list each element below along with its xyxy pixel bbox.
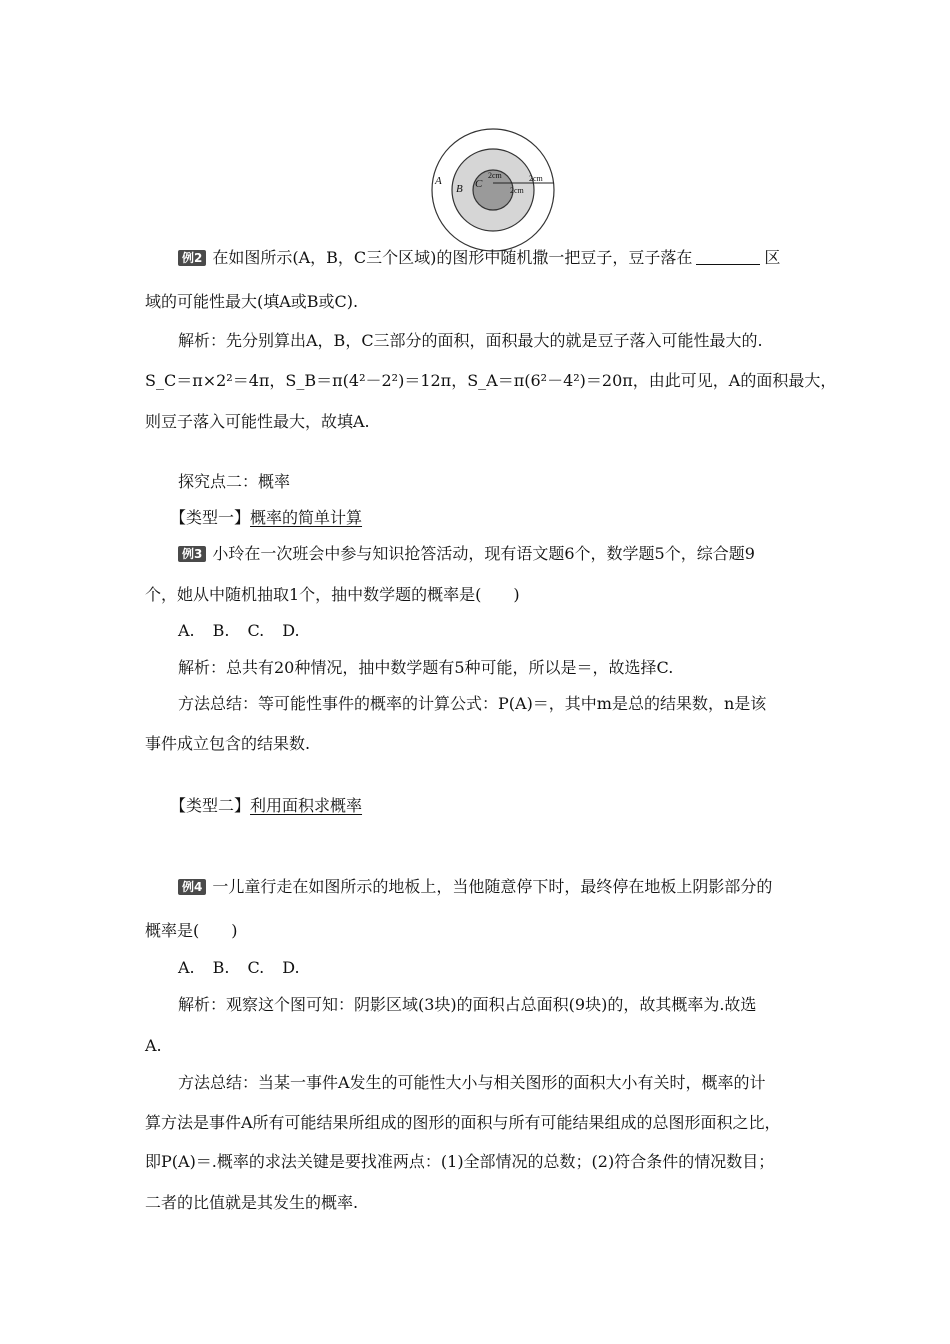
label-a: A [435, 175, 442, 187]
example2-line2: 域的可能性最大(填A或B或C). [145, 292, 359, 311]
option-c: C. [247, 621, 265, 640]
label-c: C [475, 178, 483, 190]
example4-analysis-line1: 解析：观察这个图可知：阴影区域(3块)的面积占总面积(9块)的，故其概率为.故选 [178, 995, 757, 1014]
example4-badge: 例4 [178, 879, 206, 895]
example4-method-line4: 二者的比值就是其发生的概率. [145, 1193, 359, 1212]
example2-analysis-line1: 解析：先分别算出A，B，C三部分的面积，面积最大的就是豆子落入可能性最大的. [178, 331, 763, 350]
example3-analysis: 解析：总共有20种情况，抽中数学题有5种可能，所以是＝，故选择C. [178, 658, 674, 677]
example3-line1: 例3 小玲在一次班会中参与知识抢答活动，现有语文题6个，数学题5个，综合题9 [178, 544, 755, 564]
example3-options [178, 621, 318, 641]
example2-badge: 例2 [178, 250, 206, 266]
radius-label-inner: 2cm [488, 171, 502, 180]
example3-method-line1: 方法总结：等可能性事件的概率的计算公式：P(A)＝，其中m是总的结果数，n是该 [178, 694, 767, 713]
option-d: D. [282, 621, 300, 640]
example3-method-line2: 事件成立包含的结果数. [145, 734, 311, 753]
section-heading: 探究点二：概率 [178, 472, 291, 491]
example4-options [178, 958, 318, 978]
example4-method-line1: 方法总结：当某一事件A发生的可能性大小与相关图形的面积大小有关时，概率的计 [178, 1073, 766, 1092]
example4-method-line2: 算方法是事件A所有可能结果所组成的图形的面积与所有可能结果组成的总图形面积之比， [145, 1113, 781, 1132]
option-d: D. [282, 958, 300, 977]
type2-title: 利用面积求概率 [250, 796, 363, 815]
type1-heading: 【类型一】概率的简单计算 [170, 508, 363, 527]
example3-line2: 个，她从中随机抽取1个，抽中数学题的概率是( ) [145, 585, 520, 604]
example4-method-line3: 即P(A)＝.概率的求法关键是要找准两点：(1)全部情况的总数；(2)符合条件的情况数目； [145, 1152, 775, 1171]
option-b: B. [212, 958, 230, 977]
type2-heading: 【类型二】利用面积求概率 [170, 796, 363, 815]
label-b: B [456, 183, 463, 195]
example2-formula-line: S_C＝π×2²＝4π，S_B＝π(4²－2²)＝12π，S_A＝π(6²－4²)＝20π，由此可见，A的面积最大， [145, 371, 837, 390]
example3-badge: 例3 [178, 546, 206, 562]
radius-label-outer: 2cm [529, 174, 543, 183]
type1-title: 概率的简单计算 [250, 508, 363, 527]
example2-line1: 例2 在如图所示(A，B，C三个区域)的图形中随机撒一把豆子，豆子落在 区 [178, 248, 780, 268]
radius-label-middle: 2cm [510, 186, 524, 195]
example2-analysis-line3: 则豆子落入可能性最大，故填A. [145, 412, 370, 431]
option-c: C. [247, 958, 265, 977]
answer-blank [696, 250, 760, 265]
option-b: B. [212, 621, 230, 640]
option-a: A. [178, 621, 195, 640]
example4-analysis-line2: A. [145, 1036, 162, 1055]
example4-line1: 例4 一儿童行走在如图所示的地板上，当他随意停下时，最终停在地板上阴影部分的 [178, 877, 772, 897]
option-a: A. [178, 958, 195, 977]
concentric-circles-figure [430, 127, 556, 253]
example4-line2: 概率是( ) [145, 921, 238, 940]
